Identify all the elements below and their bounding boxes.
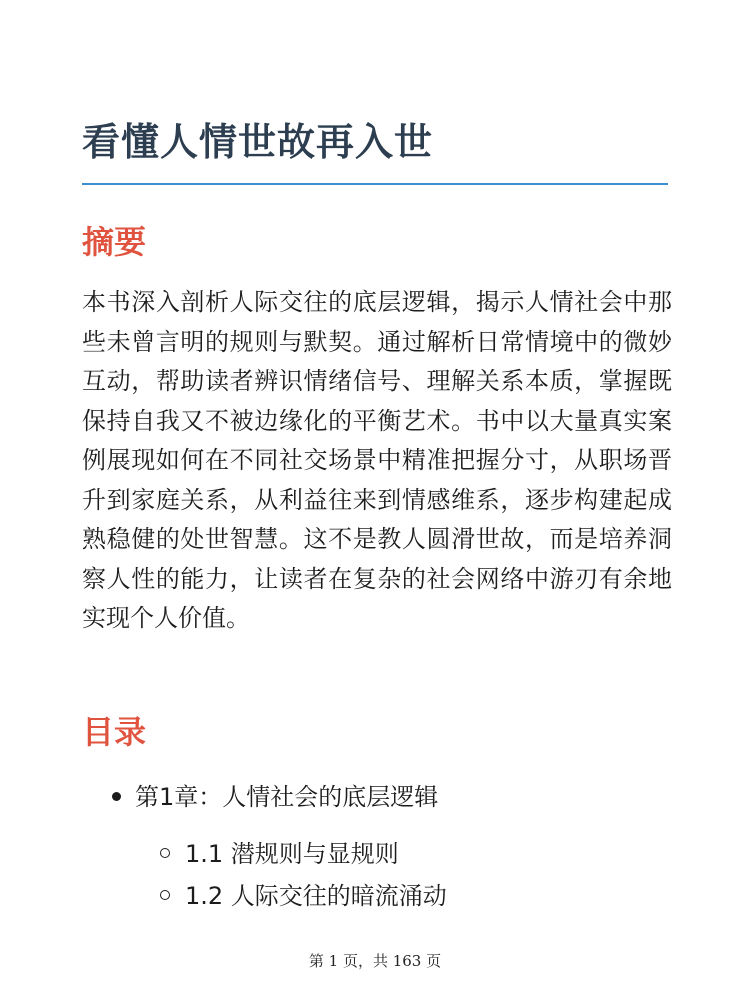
toc-chapter-1-label: 第1章：人情社会的底层逻辑 bbox=[135, 783, 439, 811]
toc-section-1-2-label: 1.2 人际交往的暗流涌动 bbox=[185, 882, 447, 910]
abstract-body: 本书深入剖析人际交往的底层逻辑，揭示人情社会中那些未曾言明的规则与默契。通过解析日常情境中的微妙互动，帮助读者辨识情绪信号、理解关系本质，掌握既保持自我又不被边缘化的平衡艺术。书中以大量真实案例展现如何在不同社交场景中精准把握分寸，从职场晋升到家庭关系，从利益往来到情感维系，逐步构建起成熟稳健的处世智慧。这不是教人圆滑世故，而是培养洞察人性的能力，让读者在复杂的社会网络中游刃有余地实现个人价值。 bbox=[82, 288, 672, 632]
toc-section-1-1[interactable] bbox=[160, 837, 399, 871]
toc-chapter-1[interactable] bbox=[112, 780, 438, 814]
title-divider bbox=[82, 183, 668, 185]
abstract-heading: 摘要 bbox=[82, 223, 147, 261]
toc-heading: 目录 bbox=[82, 713, 147, 751]
bullet-circle-icon bbox=[160, 848, 170, 858]
toc-section-1-2[interactable] bbox=[160, 879, 447, 913]
page-number-footer: 第 1 页，共 163 页 bbox=[308, 952, 442, 970]
toc-section-1-1-label: 1.1 潜规则与显规则 bbox=[185, 840, 399, 868]
bullet-disc-icon bbox=[112, 792, 121, 801]
bullet-circle-icon bbox=[160, 890, 170, 900]
document-title: 看懂人情世故再入世 bbox=[82, 120, 434, 164]
